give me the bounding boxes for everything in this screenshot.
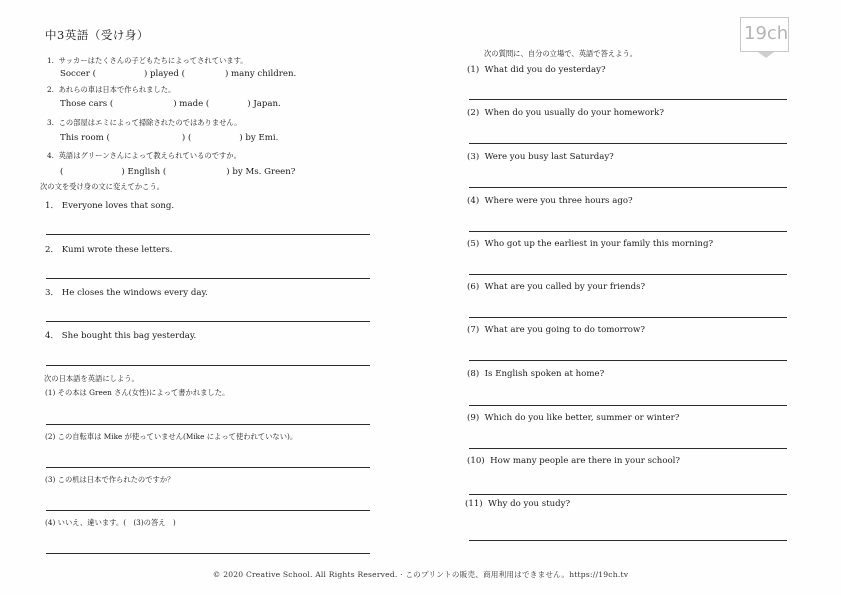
answer-line[interactable] (469, 187, 787, 188)
page-title: 中3英語（受け身） (45, 28, 149, 42)
part3-instruction: 次の日本語を英語にしよう。 (44, 374, 139, 383)
answer-line[interactable] (46, 278, 370, 279)
answer-line[interactable] (469, 540, 787, 541)
answer-line[interactable] (46, 553, 370, 554)
answer-line[interactable] (46, 321, 370, 322)
answer-line[interactable] (46, 424, 370, 425)
part3-question: (3) この机は日本で作られたのですか？ (45, 475, 175, 484)
part1-item-jp: 1. サッカーはたくさんの子どもたちによってされています。 (47, 56, 248, 65)
part3-question: (2) この自転車は Mike が使っていません(Mike によって使われていない)。 (45, 432, 298, 441)
answer-line[interactable] (46, 467, 370, 468)
part2-question: 1． Everyone loves that song. (45, 201, 175, 211)
part4-instruction: 次の質問に、自分の立場で、英語で答えよう。 (484, 49, 638, 58)
part4-question: (6) What are you called by your friends? (467, 282, 646, 292)
answer-line[interactable] (469, 494, 787, 495)
copyright-footer: © 2020 Creative School. All Rights Reserved. · このプリントの販売、商用利用はできません。https://19ch.tv (212, 570, 629, 579)
logo-text: 19ch (744, 23, 789, 44)
answer-line[interactable] (469, 360, 787, 361)
part1-item-en: This room ( ) ( ) by Emi. (60, 133, 279, 143)
part1-item-jp: 2. あれらの車は日本で作られました。 (47, 85, 176, 94)
part2-question: 3． He closes the windows every day. (45, 288, 208, 298)
part3-question: (1) その本は Green さん(女性)によって書かれました。 (45, 388, 230, 397)
answer-line[interactable] (469, 274, 787, 275)
part3-question: (4) いいえ、違います。( (3)の答え ) (45, 518, 176, 527)
part4-question: (8) Is English spoken at home? (467, 369, 605, 379)
part1-item-en: Soccer ( ) played ( ) many children. (60, 69, 297, 79)
part4-question: (7) What are you going to do tomorrow? (467, 325, 645, 335)
part4-question: (3) Were you busy last Saturday? (467, 152, 614, 162)
part4-question: (9) Which do you like better, summer or winter? (467, 413, 680, 423)
answer-line[interactable] (469, 317, 787, 318)
part4-question: (10) How many people are there in your school? (467, 456, 681, 466)
answer-line[interactable] (46, 234, 370, 235)
part2-question: 4． She bought this bag yesterday. (45, 331, 197, 341)
part4-question: (1) What did you do yesterday? (467, 65, 606, 75)
answer-line[interactable] (469, 143, 787, 144)
answer-line[interactable] (46, 510, 370, 511)
answer-line[interactable] (469, 99, 787, 100)
answer-line[interactable] (469, 231, 787, 232)
channel-logo (740, 17, 789, 52)
part2-instruction: 次の文を受け身の文に変えてかこう。 (40, 182, 165, 191)
answer-line[interactable] (469, 448, 787, 449)
part4-question: (5) Who got up the earliest in your family this morning? (467, 239, 714, 249)
part2-question: 2． Kumi wrote these letters. (45, 245, 173, 255)
part1-item-en: ( ) English ( ) by Ms. Green? (60, 167, 296, 177)
answer-line[interactable] (469, 405, 787, 406)
part1-item-en: Those cars ( ) made ( ) Japan. (60, 99, 281, 109)
part1-item-jp: 4. 英語はグリーンさんによって教えられているのですか。 (47, 151, 241, 160)
part4-question: (4) Where were you three hours ago? (467, 196, 633, 206)
part4-question: (11) Why do you study? (465, 499, 571, 509)
part1-item-jp: 3. この部屋はエミによって掃除されたのではありません。 (47, 118, 242, 127)
part4-question: (2) When do you usually do your homework? (467, 108, 664, 118)
answer-line[interactable] (46, 365, 370, 366)
logo-stand (758, 52, 774, 58)
